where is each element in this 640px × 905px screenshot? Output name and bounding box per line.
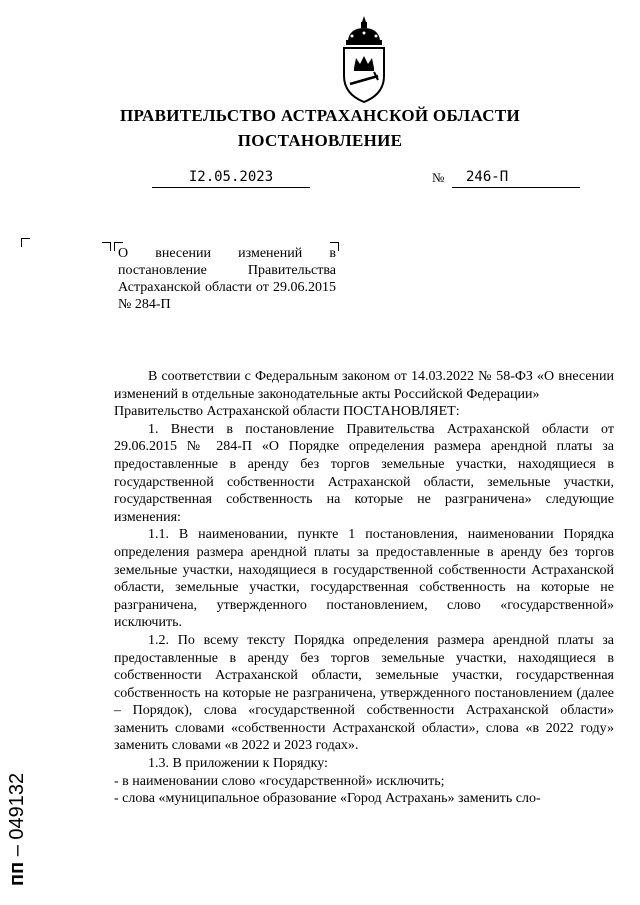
side-code-number: – 049132 (6, 772, 28, 857)
document-body (114, 368, 614, 808)
document-type: ПОСТАНОВЛЕНИЕ (237, 131, 403, 150)
body-paragraph: 1.1. В наименовании, пункте 1 постановления, наименовании Порядка определения размера арендной платы за предоставленные в аренду без торгов земельные участки, находящиеся в государственной собственности Астраханской области, земельные участки, государственная собственность на которые не разграничена, утвержденного постановлением, слово «государственной» исключить. (114, 527, 614, 631)
body-paragraph: 1.2. По всему тексту Порядка определения размера арендной платы за предоставленные в аренду без торгов земельные участки, находящиеся в собственности Астраханской области, земельные участки, государственная собственность на которые не разграничена, утвержденного постановлением (далее – Порядок), слова «государственной собственности Астраханской области» заменить словами «собственности Астраханской области», слова «в 2022 году» заменить словами «в 2022 и 2023 годах». (114, 632, 614, 754)
body-paragraph: В соответствии с Федеральным законом от 14.03.2022 № 58-ФЗ «О внесении изменений в отдельные законодательные акты Российской Федерации» (114, 369, 614, 402)
body-paragraph: Правительство Астраханской области ПОСТАНОВЛЯЕТ: (114, 404, 460, 420)
corner-mark-left (21, 238, 30, 247)
document-date: I2.05.2023 (152, 167, 310, 188)
body-paragraph: - слова «муниципальное образование «Город Астрахань» заменить сло- (114, 791, 541, 807)
side-code-prefix: пп (6, 861, 28, 886)
government-title: ПРАВИТЕЛЬСТВО АСТРАХАНСКОЙ ОБЛАСТИ (120, 106, 520, 125)
side-registration-code (4, 736, 30, 886)
body-paragraph: - в наименовании слово «государственной» исключить; (114, 773, 445, 789)
document-subject: О внесении изменений в постановление Правительства Астраханской области от 29.06.2015 № 284-П (118, 246, 336, 312)
body-paragraph: 1. Внести в постановление Правительства Астраханской области от 29.06.2015 № 284-П «О Порядке определения размера арендной платы за предоставленные в аренду без торгов земельные участки, находящиеся в государственной собственности Астраханской области, земельные участки, государственная собственность на которые не разграничена» следующие изменения: (114, 421, 614, 525)
astrakhan-coat-of-arms-icon (336, 14, 392, 104)
document-number: 246-П (452, 167, 580, 188)
number-sign: № (432, 170, 445, 185)
corner-mark-inner-left (102, 242, 111, 251)
body-paragraph: 1.3. В приложении к Порядку: (148, 756, 328, 772)
